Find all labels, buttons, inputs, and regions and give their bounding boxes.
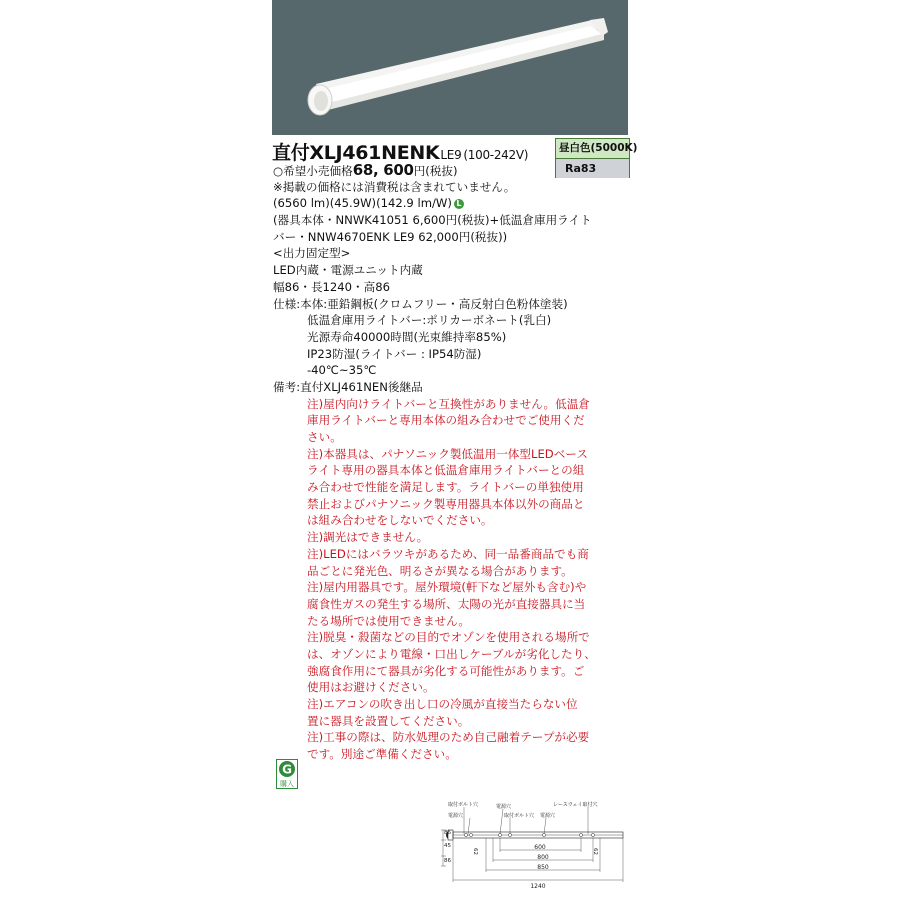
voltage: (100-242V) bbox=[463, 148, 529, 162]
note-row: 置に器具を設置してください。 bbox=[307, 713, 470, 728]
note-row: 注)工事の際は、防水処理のため自己融着テープが必要 bbox=[307, 730, 590, 745]
model-number: XLJ461NENK bbox=[309, 142, 440, 164]
spec-line-4: IP23防湿(ライトバー : IP54防湿) bbox=[307, 346, 482, 361]
note-row: 注)エアコンの吹き出し口の冷風が直接当たらない位 bbox=[307, 697, 578, 711]
breakdown-line-1: (器具本体・NNWK41051 6,600円(税抜)+低温倉庫用ライト bbox=[273, 213, 592, 228]
performance-text: (6560 lm)(45.9W)(142.9 lm/W) bbox=[273, 196, 452, 211]
led-mark-icon: L bbox=[454, 199, 464, 209]
remarks-line: 備考:直付XLJ461NEN後継品 bbox=[273, 379, 423, 394]
dim-86a: 86 bbox=[444, 830, 451, 836]
spec-line-1: 仕様:本体:亜鉛鋼板(クロムフリー・高反射白色粉体塗装) bbox=[273, 296, 568, 311]
built-in-line: LED内蔵・電源ユニット内蔵 bbox=[273, 263, 423, 278]
price-value: 68, 600 bbox=[352, 161, 414, 179]
note-row: 使用はお避けください。 bbox=[307, 680, 435, 695]
spec-line-3: 光源寿命40000時間(光束維持率85%) bbox=[307, 329, 507, 344]
product-photo-graphic bbox=[272, 0, 628, 135]
note-row: 注)LEDにはバラツキがあるため、同一品番商品でも商 bbox=[307, 546, 589, 561]
notes-list bbox=[273, 396, 633, 763]
dim-800: 800 bbox=[537, 854, 549, 861]
output-type: <出力固定型> bbox=[273, 246, 351, 261]
spec-line-2: 低温倉庫用ライトバー:ポリカーボネート(乳白) bbox=[307, 313, 552, 328]
color-label: 昼白色(5000K) bbox=[556, 139, 629, 158]
spec-line-5: -40℃~35℃ bbox=[307, 363, 377, 378]
tax-note: ※掲載の価格には消費税は含まれていません。 bbox=[273, 179, 516, 194]
product-photo bbox=[272, 0, 628, 135]
dim-850: 850 bbox=[537, 864, 549, 871]
note-row: 禁止およびパナソニック製専用器具本体以外の商品と bbox=[307, 496, 585, 511]
note-row: です。別途ご準備ください。 bbox=[307, 747, 457, 762]
ra-label: Ra83 bbox=[556, 158, 629, 178]
label-bolt-hole-left: 取付ボルト穴 bbox=[448, 802, 479, 808]
label-bolt-hole-mid: 取付ボルト穴 bbox=[504, 813, 535, 819]
note-item bbox=[273, 529, 633, 546]
dim-45: 45 bbox=[444, 843, 451, 849]
model-suffix: LE9 bbox=[440, 148, 462, 162]
spec-text-block bbox=[273, 162, 633, 763]
dimension-diagram bbox=[438, 800, 638, 892]
green-mark-letter: G bbox=[282, 762, 292, 777]
label-power-hole-left: 電源穴 bbox=[448, 813, 464, 819]
note-row: たる場所では使用できません。 bbox=[307, 613, 471, 628]
mount-type: 直付 bbox=[272, 142, 310, 164]
note-row: 注)屋内向けライトバーと互換性がありません。低温倉 bbox=[307, 396, 590, 411]
green-purchase-mark bbox=[276, 759, 298, 789]
green-mark-icon bbox=[276, 759, 298, 789]
note-row: 注)脱臭・殺菌などの目的でオゾンを使用される場所で bbox=[307, 630, 590, 645]
note-item bbox=[273, 396, 633, 446]
note-row: 腐食性ガスの発生する場所、太陽の光が直接器具に当 bbox=[307, 596, 586, 611]
note-item bbox=[273, 629, 633, 696]
note-row: 強腐食作用にて器具が劣化する可能性があります。ご bbox=[307, 663, 585, 678]
note-row: は、オゾンにより電線・口出しケーブルが劣化したり、 bbox=[307, 646, 596, 661]
dimensions-line: 幅86・長1240・高86 bbox=[273, 279, 390, 294]
breakdown-line-2: バー・NNW4670ENK LE9 62,000円(税抜)) bbox=[273, 229, 508, 244]
note-row: さい。 bbox=[307, 430, 342, 444]
label-power-hole-mid: 電源穴 bbox=[496, 804, 512, 810]
note-row: は組み合わせをしないでください。 bbox=[307, 513, 493, 528]
dim-600: 600 bbox=[534, 844, 546, 851]
label-power-hole-mid2: 電源穴 bbox=[540, 813, 556, 819]
note-row: 注)調光はできません。 bbox=[307, 530, 429, 545]
note-row: ライト専用の器具本体と低温倉庫用ライトバーとの組 bbox=[307, 463, 585, 478]
dim-86b: 86 bbox=[444, 858, 451, 864]
note-row: み合わせで性能を満足します。ライトバーの単独使用 bbox=[307, 480, 584, 495]
price-prefix: ○希望小売価格 bbox=[273, 164, 353, 178]
price-suffix: 円(税抜) bbox=[413, 164, 458, 178]
note-item bbox=[273, 546, 633, 579]
note-row: 庫用ライトバーと専用本体の組み合わせでご使用くだ bbox=[307, 413, 585, 428]
note-item bbox=[273, 729, 633, 762]
price-line bbox=[273, 162, 633, 179]
note-row: 品ごとに発光色、明るさが異なる場合があります。 bbox=[307, 563, 573, 578]
dimension-diagram-graphic bbox=[438, 800, 638, 892]
note-item bbox=[273, 579, 633, 629]
label-raceway-hole: レースウェイ取付穴 bbox=[553, 802, 598, 808]
dim-62a: 62 bbox=[472, 848, 478, 855]
performance-line bbox=[273, 195, 633, 212]
note-row: 注)屋内用器具です。屋外環境(軒下など屋外も含む)や bbox=[307, 580, 587, 595]
dim-62b: 62 bbox=[592, 848, 598, 855]
dim-1240: 1240 bbox=[530, 883, 546, 890]
note-item bbox=[273, 696, 633, 729]
green-mark-label: 購入 bbox=[280, 780, 294, 788]
note-item bbox=[273, 446, 633, 529]
note-row: 注)本器具は、パナソニック製低温用一体型LEDベース bbox=[307, 446, 588, 461]
